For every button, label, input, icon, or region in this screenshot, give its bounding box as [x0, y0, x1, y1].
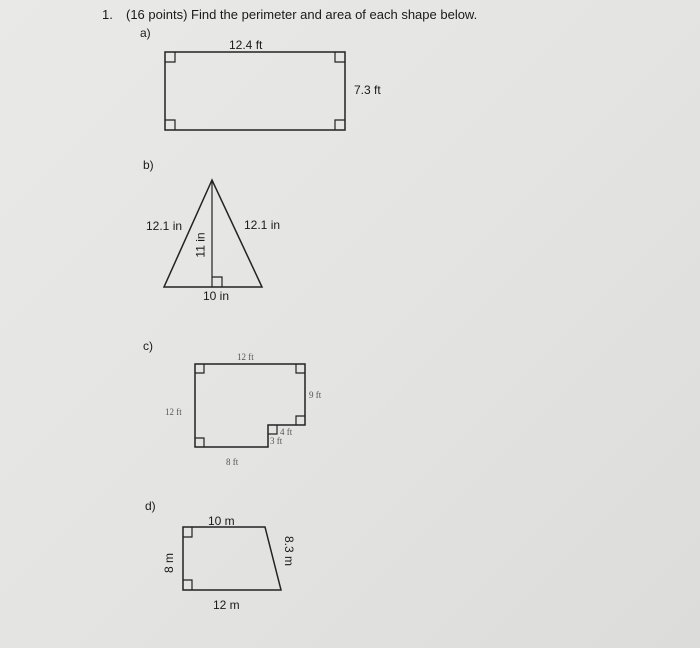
- shape-d-trapezoid: [183, 527, 281, 590]
- shape-a-rectangle: [165, 52, 345, 130]
- d-top-length: 10 m: [208, 514, 235, 528]
- d-height: 8 m: [162, 552, 177, 574]
- label-b: b): [143, 158, 154, 172]
- b-height: 11 in: [193, 232, 208, 258]
- d-bottom-length: 12 m: [213, 598, 240, 612]
- a-right-length: 7.3 ft: [354, 83, 381, 97]
- question-text: (16 points) Find the perimeter and area of each shape below.: [126, 7, 478, 22]
- c-top-length: 12 ft: [237, 352, 254, 362]
- question-number: 1.: [102, 7, 113, 22]
- c-bottom-length: 8 ft: [226, 457, 239, 467]
- shape-b-triangle: [164, 180, 262, 287]
- b-base: 10 in: [203, 289, 230, 303]
- c-notch-vertical: 3 ft: [270, 436, 283, 446]
- c-left-length: 12 ft: [165, 407, 182, 417]
- d-slant-length: 8.3 m: [282, 535, 297, 567]
- a-top-length: 12.4 ft: [229, 38, 263, 52]
- label-c: c): [143, 339, 153, 353]
- c-notch-horizontal: 4 ft: [280, 427, 293, 437]
- label-a: a): [140, 26, 151, 40]
- label-d: d): [145, 499, 156, 513]
- b-right-side: 12.1 in: [244, 218, 281, 232]
- c-right-length: 9 ft: [309, 390, 322, 400]
- b-left-side: 12.1 in: [146, 219, 183, 233]
